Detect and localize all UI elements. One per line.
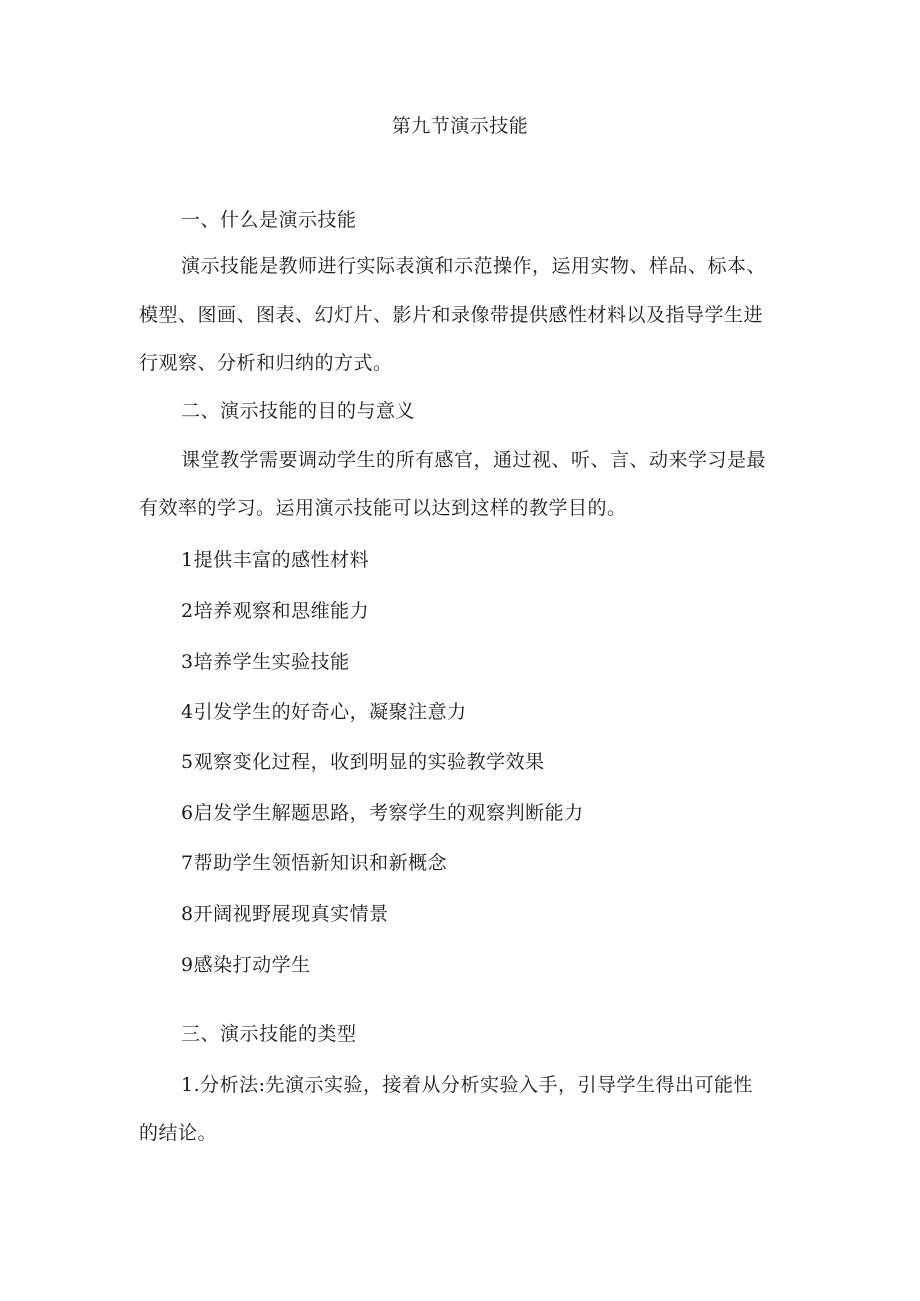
list-item: 8开阔视野展现真实情景 xyxy=(181,903,389,925)
list-item: 2培养观察和思维能力 xyxy=(181,600,370,622)
list-item: 1提供丰富的感性材料 xyxy=(181,549,370,571)
section-1-heading: 一、什么是演示技能 xyxy=(181,209,357,231)
section-3-paragraph-line: 的结论。 xyxy=(139,1122,218,1144)
section-3-paragraph-line: 1.分析法:先演示实验，接着从分析实验入手，引导学生得出可能性 xyxy=(181,1074,754,1096)
page-title: 第九节演示技能 xyxy=(391,115,529,137)
list-item: 3培养学生实验技能 xyxy=(181,651,350,673)
list-item: 9感染打动学生 xyxy=(181,954,311,976)
section-3-heading: 三、演示技能的类型 xyxy=(181,1023,357,1045)
section-1-paragraph-line: 行观察、分析和归纳的方式。 xyxy=(139,352,393,374)
section-2-heading: 二、演示技能的目的与意义 xyxy=(181,400,416,422)
section-2-paragraph-line: 有效率的学习。运用演示技能可以达到这样的教学目的。 xyxy=(139,497,627,519)
list-item: 5观察变化过程，收到明显的实验教学效果 xyxy=(181,751,545,773)
list-item: 6启发学生解题思路，考察学生的观察判断能力 xyxy=(181,802,584,824)
section-1-paragraph-line: 演示技能是教师进行实际表演和示范操作，运用实物、样品、标本、 xyxy=(181,255,767,277)
list-item: 4引发学生的好奇心，凝聚注意力 xyxy=(181,701,467,723)
list-item: 7帮助学生领悟新知识和新概念 xyxy=(181,852,448,874)
section-1-paragraph-line: 模型、图画、图表、幻灯片、影片和录像带提供感性材料以及指导学生进 xyxy=(139,304,764,326)
section-2-paragraph-line: 课堂教学需要调动学生的所有感官，通过视、听、言、动来学习是最 xyxy=(181,449,767,471)
